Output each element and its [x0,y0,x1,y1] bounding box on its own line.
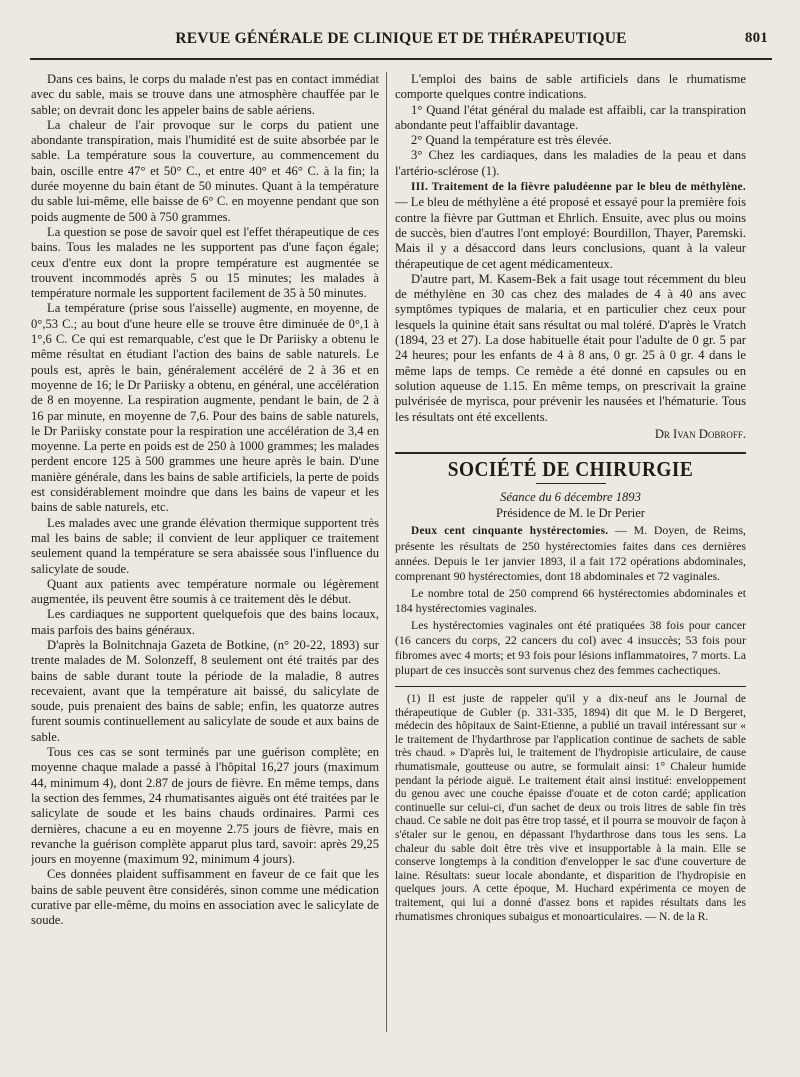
paragraph [395,179,746,272]
paragraph: Tous ces cas se sont terminés par une guérison complète; en moyenne chaque malade a passé à l'hôpital 16,27 jours (maximum 44, minimum 4), dont 2.87 de jours de fièvre. En même temps, dans la section des femmes, 24 rhumatisantes aiguës ont été traitées par le salicylate de soude et les bains chauds ordinaires. Parmi ces dernières, chacune a eu en moyenne 2.75 jours de fièvre, mais en revanche la guérison complète apparut plus tard, savoir: après 29,25 jours en moyenne (maximum 92, minimum 4 jours). [31,745,379,867]
paragraph: La question se pose de savoir quel est l'effet thérapeutique de ces bains. Tous les malades ne les supportent pas d'une façon égale; ceux d'entre eux dont la propre température est augmentée se trouvent incommodés après 5 ou 15 minutes; les malades à température normale les supportent facilement de 35 à 50 minutes. [31,224,379,301]
paragraph: Le nombre total de 250 comprend 66 hystérectomies abdominales et 184 hystérectomies vaginales. [395,586,746,616]
presidency-line: Présidence de M. le Dr Perier [496,505,645,520]
running-header [30,26,772,52]
footnote-rule [395,686,746,687]
session-date: Séance du 6 décembre 1893 [500,490,641,505]
paragraph: Les hystérectomies vaginales ont été pratiquées 38 fois pour cancer (16 cancers du corps, 22 cancers du col) avec 4 insuccès; 53 fois pour fibromes avec 4 morts; et 93 fois pour lésions inflammatoires, 7 morts. La plupart de ces insuccès sont survenus chez des femmes cachectiques. [395,618,746,678]
paragraph [395,523,746,584]
paragraph: Les cardiaques ne supportent quelquefois que des bains locaux, mais parfois des bains généraux. [31,607,379,637]
column-divider [386,72,387,1032]
right-column [395,72,746,1037]
society-section [395,452,746,678]
paragraph: D'après la Bolnitchnaja Gazeta de Botkine, (n° 20-22, 1893) sur trente malades de M. Solonzeff, 8 seulement ont été traités par des bains de sable durant toute la période de la maladie, 8 autres recevaient, avant que la température ait baissé, du salicylate de soude, puis prenaient des bains de sable; enfin, les quatorze autres furent soumis continuellement au salicylate de soude et aux bains de sable. [31,637,379,744]
report-heading: Deux cent cinquante hystérectomies. [411,525,609,538]
paragraph: L'emploi des bains de sable artificiels dans le rhumatisme comporte quelques contre indications. [395,72,746,102]
paragraph: Dans ces bains, le corps du malade n'est pas en contact immédiat avec du sable, mais se trouve dans une atmosphère chauffée par le sable; on devrait donc les appeler bains de sable aériens. [31,72,379,117]
section-heading: III. Traitement de la fièvre paludéenne par le bleu de méthylène. [411,181,746,194]
paragraph: 1° Quand l'état général du malade est affaibli, car la transpiration abondante peut l'affaiblir davantage. [395,102,746,132]
page-number: 801 [744,30,768,46]
paragraph: 2° Quand la température est très élevée. [411,133,612,148]
paragraph: Quant aux patients avec température normale ou légèrement augmentée, ils peuvent être soumis à ce traitement dès le début. [31,576,379,607]
journal-title: REVUE GÉNÉRALE DE CLINIQUE ET DE THÉRAPEUTIQUE [175,30,627,47]
paragraph: La chaleur de l'air provoque sur le corps du patient une abondante transpiration, mais l'humidité est de suite absorbée par le sable. La température sous la couverture, au commencement du bain, oscille entre 47° et 50° C., et entre 40° et 46° C. à la fin; la durée moyenne du bain étant de 50 minutes. Quant à la température du sable lui-même, elle baisse de 6° C. en moyenne pendant que son poids augmente de 500 à 750 grammes. [31,117,379,224]
paragraph: 3° Chez les cardiaques, dans les maladies de la peau et dans l'artério-sclérose (1). [395,148,746,178]
section-text: — Le bleu de méthylène a été proposé et essayé pour la première fois contre la fièvre par Guttman et Ehrlich. Ensuite, avec plus ou moins de succès, bien d'autres l'ont employé: Bourdillon, Thayer, Paremski. Mais il y a désaccord dans leurs conclusions, quant à la valeur thérapeutique de cet agent médicamenteux. [395,195,746,271]
footnote-text: (1) Il est juste de rappeler qu'il y a dix-neuf ans le Journal de thérapeutique de Gubler (p. 331-335, 1894) dit que M. le D Bergeret, médecin des hôpitaux de Saint-Etienne, a publié un travail intéressant sur « le traitement de l'hydarthrose par l'application continue de sachets de sable très chaud. » D'après lui, le traitement de l'hydropisie articulaire, de cause rhumatismale, goutteuse ou autre, se formulait ainsi: 1° Chaleur humide pendant la période aiguë. Le traitement était ainsi institué: enveloppement du genou avec une couche épaisse d'ouate et de coton cardé; application continuelle sur celui-ci, d'un sachet de deux ou trois litres de sable fin très chaud. Ce sable ne doit pas être trop tassé, et il pourra se mouvoir de façon à s'étaler sur le genou, en dépassant l'hydarthrose dans tous les sens. La chaleur du sable doit être très vive et insupportable à la main. Elle se conserve longtemps à la condition d'envelopper le sac d'une couverture de laine. Résultats: sueur locale abondante, et disparition de l'hydropisie en quelques jours. A cette époque, M. Huchard expérimenta ce moyen de traitement, qui lui a donné d'assez bons et rapides résultats dans les rhumatismes chroniques subaigus et monoarticulaires. — N. de la R. [395,693,746,923]
paragraph: D'autre part, M. Kasem-Bek a fait usage tout récemment du bleu de méthylène en 30 cas chez des malades de 4 à 40 ans avec symptômes typiques de malaria, et en particulier chez ceux pour lesquels la quinine était sans résultat ou mal toléré. D'après le Vratch (1894, 23 et 27). La dose habituelle était pour l'adulte de 0 gr. 5 par 24 heures; pour les enfants de 4 à 8 ans, 0 gr. 25 à 0 gr. 4 dans le même laps de temps. Ce remède a été donné en capsules ou en solution aqueuse de 1.15. En même temps, on prescrivait la graine pulvérisée de myrisca, pour prévenir les nausées et l'hématurie. Tous les résultats ont été excellents. [395,271,746,424]
report-text: — M. Doyen, de Reims, présente les résultats de 250 hystérectomies faites dans ces dernières années. Depuis le 1er janvier 1893, il a fait 172 opérations abdominales, comprenant 90 hystérectomies, dont 18 abdominales et 72 vaginales. [395,523,746,584]
author-signature: Dr Ivan Dobroff. [654,426,746,441]
paragraph: La température (prise sous l'aisselle) augmente, en moyenne, de 0°,53 C.; au bout d'une heure elle se trouve être diminuée de 0°,1 à 1°,6 C. Ce qui est remarquable, c'est que le Dr Pariisky a obtenu le même résultat en étudiant l'action des bains de sable naturels. Le pouls est, après le bain, généralement accéléré de 2 à 36 et en moyenne de 16; le Dr Pariisky a obtenu, en général, une accélération de 8 en moyenne. La respiration augmente, pendant le bain, de 2 à 16 par minute, en moyenne de 7,6. Pour des bains de sable naturels, le Dr Pariisky constate pour la respiration une accélération de 3,4 en moyenne. La perte en poids est de 250 à 1000 grammes; les malades perdent encore 125 à 500 grammes une heure après le bain. D'une manière générale, dans les bains de sable artificiels, la perte de poids est considérablement moindre que dans les bains de vapeur et les bains de sable naturels, etc. [31,301,379,515]
left-column [31,72,379,1037]
paragraph: Les malades avec une grande élévation thermique supportent très mal les bains de sable; il convient de leur appliquer ce traitement seulement quand la température se sera abaissée sous l'influence du salicylate de soude. [31,515,379,576]
header-rule [30,58,772,60]
society-title: SOCIÉTÉ DE CHIRURGIE [447,457,694,482]
paragraph: Ces données plaident suffisamment en faveur de ce fait que les bains de sable peuvent être considérés, sinon comme une médication curative par elle-même, du moins en association avec le salicylate de soude. [31,867,379,928]
society-report [395,523,746,678]
footnote [395,693,746,924]
title-rule [536,483,606,484]
